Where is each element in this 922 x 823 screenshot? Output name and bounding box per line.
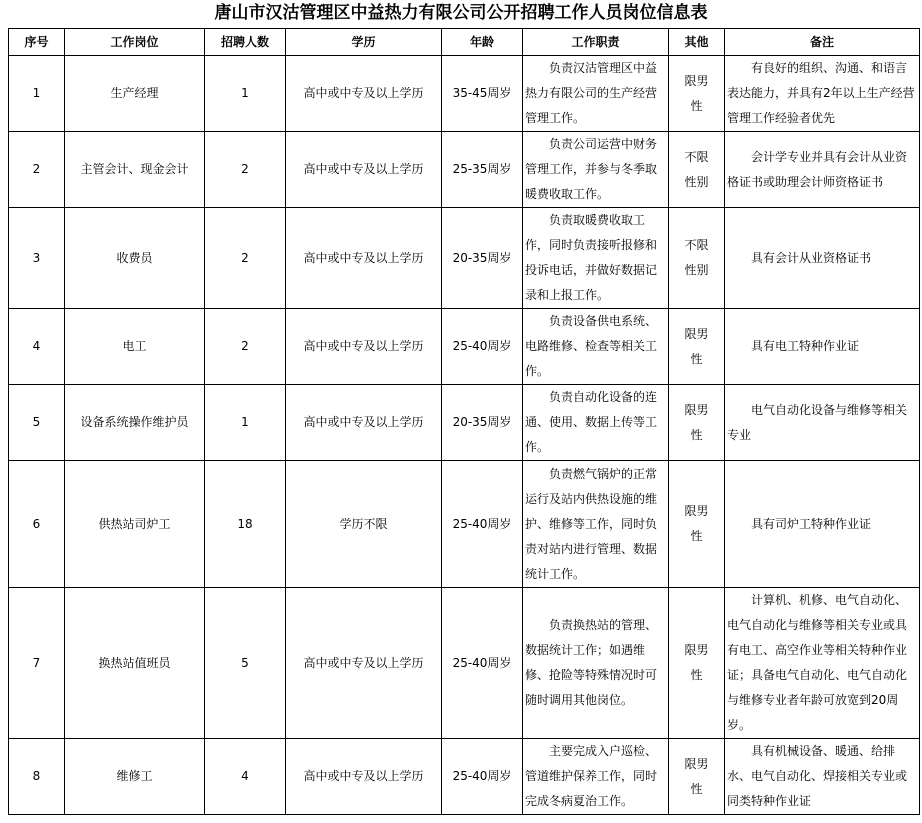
position-cell: 主管会计、现金会计 — [65, 132, 205, 208]
note-cell-text: 会计学专业并具有会计从业资格证书或助理会计师资格证书 — [727, 149, 908, 189]
other-cell: 限男性 — [669, 309, 725, 385]
count-cell: 18 — [205, 461, 286, 588]
other-cell: 限男性 — [669, 385, 725, 461]
position-cell: 设备系统操作维护员 — [65, 385, 205, 461]
count-cell: 5 — [205, 588, 286, 739]
note-cell-text: 具有会计从业资格证书 — [751, 250, 872, 265]
row-number: 6 — [9, 461, 65, 588]
duty-cell-text: 负责取暖费收取工作，同时负责接听报修和投诉电话，并做好数据记录和上报工作。 — [525, 213, 658, 302]
age-cell: 20-35周岁 — [442, 208, 523, 309]
count-cell: 1 — [205, 56, 286, 132]
header-position: 工作岗位 — [65, 29, 205, 56]
header-education: 学历 — [286, 29, 442, 56]
table-row — [9, 385, 920, 461]
note-cell — [725, 309, 920, 385]
age-cell: 25-40周岁 — [442, 309, 523, 385]
note-cell — [725, 208, 920, 309]
row-number: 4 — [9, 309, 65, 385]
note-cell — [725, 588, 920, 739]
count-cell: 2 — [205, 309, 286, 385]
duty-cell-text: 负责公司运营中财务管理工作，并参与冬季取暖费收取工作。 — [525, 137, 658, 201]
other-cell: 限男性 — [669, 739, 725, 815]
education-cell: 高中或中专及以上学历 — [286, 208, 442, 309]
count-cell: 4 — [205, 739, 286, 815]
table-row — [9, 588, 920, 739]
note-cell — [725, 385, 920, 461]
other-cell: 不限性别 — [669, 208, 725, 309]
note-cell-text: 具有电工特种作业证 — [751, 339, 860, 353]
recruitment-table — [8, 28, 920, 815]
note-cell — [725, 132, 920, 208]
note-cell — [725, 56, 920, 132]
count-cell: 2 — [205, 208, 286, 309]
duty-cell-text: 负责设备供电系统、电路维修、检查等相关工作。 — [525, 314, 658, 378]
duty-cell — [523, 208, 669, 309]
position-cell: 换热站值班员 — [65, 588, 205, 739]
other-cell: 不限性别 — [669, 132, 725, 208]
table-row — [9, 461, 920, 588]
note-cell — [725, 461, 920, 588]
duty-cell-text: 负责燃气锅炉的正常运行及站内供热设施的维护、维修等工作，同时负责对站内进行管理、数据统计工作。 — [525, 466, 658, 581]
table-header-row — [9, 29, 920, 56]
age-cell: 25-40周岁 — [442, 739, 523, 815]
education-cell: 高中或中专及以上学历 — [286, 132, 442, 208]
age-cell: 25-40周岁 — [442, 588, 523, 739]
position-cell: 维修工 — [65, 739, 205, 815]
education-cell: 学历不限 — [286, 461, 442, 588]
duty-cell — [523, 56, 669, 132]
duty-cell — [523, 461, 669, 588]
age-cell: 35-45周岁 — [442, 56, 523, 132]
note-cell-text: 具有司炉工特种作业证 — [751, 516, 872, 531]
education-cell: 高中或中专及以上学历 — [286, 309, 442, 385]
header-no: 序号 — [9, 29, 65, 56]
header-count: 招聘人数 — [205, 29, 286, 56]
duty-cell — [523, 739, 669, 815]
education-cell: 高中或中专及以上学历 — [286, 739, 442, 815]
header-age: 年龄 — [442, 29, 523, 56]
table-row — [9, 208, 920, 309]
duty-cell-text: 主要完成入户巡检、管道维护保养工作，同时完成冬病夏治工作。 — [525, 744, 658, 808]
row-number: 3 — [9, 208, 65, 309]
note-cell — [725, 739, 920, 815]
header-other: 其他 — [669, 29, 725, 56]
position-cell: 生产经理 — [65, 56, 205, 132]
table-row — [9, 132, 920, 208]
other-cell: 限男性 — [669, 461, 725, 588]
header-note: 备注 — [725, 29, 920, 56]
education-cell: 高中或中专及以上学历 — [286, 385, 442, 461]
education-cell: 高中或中专及以上学历 — [286, 588, 442, 739]
row-number: 8 — [9, 739, 65, 815]
duty-cell-text: 负责自动化设备的连通、使用、数据上传等工作。 — [525, 390, 658, 454]
count-cell: 1 — [205, 385, 286, 461]
position-cell: 电工 — [65, 309, 205, 385]
duty-cell-text: 负责换热站的管理、数据统计工作；如遇维修、抢险等特殊情况时可随时调用其他岗位。 — [525, 618, 658, 707]
duty-cell — [523, 385, 669, 461]
age-cell: 25-35周岁 — [442, 132, 523, 208]
education-cell: 高中或中专及以上学历 — [286, 56, 442, 132]
duty-cell — [523, 132, 669, 208]
table-row — [9, 309, 920, 385]
row-number: 1 — [9, 56, 65, 132]
note-cell-text: 电气自动化设备与维修等相关专业 — [727, 402, 908, 442]
age-cell: 25-40周岁 — [442, 461, 523, 588]
note-cell-text: 具有机械设备、暖通、给排水、电气自动化、焊接相关专业或同类特种作业证 — [727, 744, 908, 808]
count-cell: 2 — [205, 132, 286, 208]
duty-cell-text: 负责汉沽管理区中益热力有限公司的生产经营管理工作。 — [525, 61, 658, 125]
page-title: 唐山市汉沽管理区中益热力有限公司公开招聘工作人员岗位信息表 — [214, 3, 708, 23]
row-number: 2 — [9, 132, 65, 208]
row-number: 5 — [9, 385, 65, 461]
table-row — [9, 739, 920, 815]
age-cell: 20-35周岁 — [442, 385, 523, 461]
header-duty: 工作职责 — [523, 29, 669, 56]
row-number: 7 — [9, 588, 65, 739]
note-cell-text: 计算机、机修、电气自动化、电气自动化与维修等相关专业或具有电工、高空作业等相关特种作业证；具备电气自动化、电气自动化与维修专业者年龄可放宽到20周岁。 — [727, 593, 908, 732]
duty-cell — [523, 309, 669, 385]
position-cell: 收费员 — [65, 208, 205, 309]
other-cell: 限男性 — [669, 56, 725, 132]
note-cell-text: 有良好的组织、沟通、和语言表达能力，并具有2年以上生产经营管理工作经验者优先 — [727, 61, 915, 125]
position-cell: 供热站司炉工 — [65, 461, 205, 588]
other-cell: 限男性 — [669, 588, 725, 739]
table-row — [9, 56, 920, 132]
duty-cell — [523, 588, 669, 739]
